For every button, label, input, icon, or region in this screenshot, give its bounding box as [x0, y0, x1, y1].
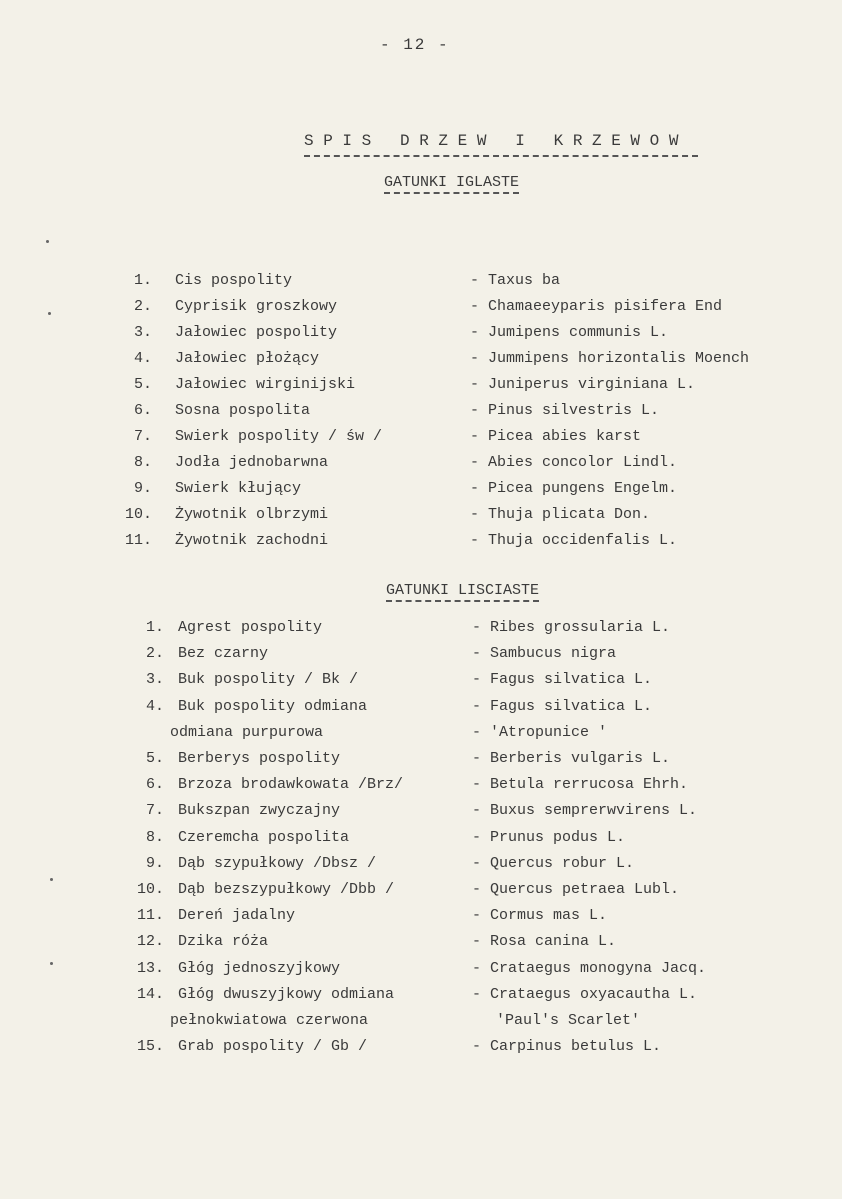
- latin-name: - Fagus silvatica L.: [472, 697, 653, 715]
- item-number: 13.: [136, 959, 164, 977]
- list-item: [0, 480, 842, 502]
- polish-name: Agrest pospolity: [178, 619, 323, 636]
- item-number: 9.: [133, 480, 152, 497]
- polish-name: Jodła jednobarwna: [175, 454, 329, 471]
- latin-name: 'Paul's Scarlet': [496, 1012, 641, 1029]
- list-item: [0, 532, 842, 554]
- list-item: [0, 298, 842, 320]
- list-item: [0, 376, 842, 398]
- list-item: [0, 619, 842, 641]
- polish-name: Buk pospolity odmiana: [178, 697, 368, 715]
- polish-name: Cyprisik groszkowy: [175, 298, 338, 315]
- list-item: [0, 750, 842, 772]
- polish-name: Żywotnik zachodni: [175, 532, 329, 549]
- list-item: [0, 698, 842, 720]
- item-number: 4.: [145, 697, 164, 715]
- list-item: [0, 272, 842, 294]
- latin-name: - Chamaeeyparis pisifera End: [470, 298, 723, 315]
- latin-name: - Quercus petraea Lubl.: [472, 881, 680, 898]
- list-item: [0, 350, 842, 372]
- latin-name: - Berberis vulgaris L.: [472, 750, 671, 767]
- latin-name: - Crataegus oxyacautha L.: [472, 985, 698, 1003]
- latin-name: - Rosa canina L.: [472, 933, 617, 951]
- polish-name: Brzoza brodawkowata /Brz/: [178, 776, 404, 794]
- list-item: [0, 402, 842, 424]
- latin-name: - Sambucus nigra: [472, 645, 617, 663]
- page-number: - 12 -: [380, 36, 450, 54]
- item-number: 1.: [145, 619, 164, 636]
- list-item: [0, 506, 842, 528]
- polish-name: Dąb szypułkowy /Dbsz /: [178, 854, 377, 872]
- list-item: [0, 1012, 842, 1034]
- latin-name: - Picea abies karst: [470, 428, 642, 445]
- latin-name: - Pinus silvestris L.: [470, 402, 660, 419]
- polish-name: Buk pospolity / Bk /: [178, 671, 359, 689]
- list-item: [0, 802, 842, 824]
- margin-mark: [48, 312, 51, 315]
- margin-mark: [50, 962, 53, 965]
- latin-name: - Crataegus monogyna Jacq.: [472, 959, 707, 977]
- polish-name: Swierk pospolity / św /: [175, 428, 383, 445]
- item-number: 5.: [133, 376, 152, 393]
- item-number: 14.: [136, 985, 164, 1003]
- item-number: 10.: [124, 506, 152, 523]
- latin-name: - Carpinus betulus L.: [472, 1038, 662, 1056]
- polish-name: Czeremcha pospolita: [178, 828, 350, 846]
- polish-name: Głóg dwuszyjkowy odmiana: [178, 985, 395, 1003]
- list-item: [0, 855, 842, 877]
- margin-mark: [50, 878, 53, 881]
- latin-name: - Buxus semprerwvirens L.: [472, 802, 698, 820]
- list-item: [0, 907, 842, 929]
- list-item: [0, 776, 842, 798]
- item-number: 2.: [145, 645, 164, 663]
- polish-name: odmiana purpurowa: [170, 723, 324, 741]
- latin-name: - Prunus podus L.: [472, 828, 626, 846]
- title-underline: [304, 155, 698, 157]
- item-number: 10.: [136, 881, 164, 898]
- list-item: [0, 671, 842, 693]
- list-item: [0, 881, 842, 903]
- latin-name: - Thuja occidenfalis L.: [470, 532, 678, 549]
- latin-name: - Jumipens communis L.: [470, 324, 669, 341]
- item-number: 11.: [124, 532, 152, 549]
- polish-name: Berberys pospolity: [178, 750, 341, 767]
- latin-name: - Picea pungens Engelm.: [470, 480, 678, 497]
- latin-name: - Jummipens horizontalis Moench: [470, 350, 750, 367]
- item-number: 6.: [133, 402, 152, 419]
- item-number: 12.: [136, 933, 164, 951]
- item-number: 3.: [133, 324, 152, 341]
- polish-name: Jałowiec płożący: [175, 350, 320, 367]
- list-item: [0, 960, 842, 982]
- latin-name: - Quercus robur L.: [472, 854, 635, 872]
- list-item: [0, 454, 842, 476]
- polish-name: Jałowiec wirginijski: [175, 376, 356, 393]
- item-number: 1.: [133, 272, 152, 289]
- latin-name: - Abies concolor Lindl.: [470, 454, 678, 471]
- latin-name: - Taxus ba: [470, 272, 561, 289]
- polish-name: Głóg jednoszyjkowy: [178, 959, 341, 977]
- list-item: [0, 724, 842, 746]
- section-heading-deciduous: GATUNKI LISCIASTE: [386, 582, 539, 602]
- item-number: 11.: [136, 907, 164, 925]
- item-number: 15.: [136, 1038, 164, 1056]
- latin-name: - Cormus mas L.: [472, 907, 608, 925]
- latin-name: - Ribes grossularia L.: [472, 619, 671, 636]
- item-number: 9.: [145, 854, 164, 872]
- polish-name: Cis pospolity: [175, 272, 293, 289]
- latin-name: - Fagus silvatica L.: [472, 671, 653, 689]
- polish-name: Dąb bezszypułkowy /Dbb /: [178, 881, 395, 898]
- item-number: 3.: [145, 671, 164, 689]
- polish-name: Sosna pospolita: [175, 402, 311, 419]
- item-number: 6.: [145, 776, 164, 794]
- item-number: 2.: [133, 298, 152, 315]
- list-item: [0, 428, 842, 450]
- polish-name: Bez czarny: [178, 645, 269, 663]
- list-item: [0, 933, 842, 955]
- polish-name: Dzika róża: [178, 933, 269, 951]
- polish-name: Żywotnik olbrzymi: [175, 506, 329, 523]
- list-item: [0, 324, 842, 346]
- section-heading-coniferous: GATUNKI IGLASTE: [384, 174, 519, 194]
- polish-name: Dereń jadalny: [178, 907, 296, 925]
- polish-name: Jałowiec pospolity: [175, 324, 338, 341]
- latin-name: - Betula rerrucosa Ehrh.: [472, 776, 689, 794]
- latin-name: - 'Atropunice ': [472, 723, 608, 741]
- item-number: 7.: [133, 428, 152, 445]
- list-item: [0, 829, 842, 851]
- polish-name: Grab pospolity / Gb /: [178, 1038, 368, 1056]
- list-item: [0, 1038, 842, 1060]
- polish-name: pełnokwiatowa czerwona: [170, 1012, 369, 1029]
- item-number: 8.: [145, 828, 164, 846]
- margin-mark: [46, 240, 49, 243]
- latin-name: - Thuja plicata Don.: [470, 506, 651, 523]
- item-number: 4.: [133, 350, 152, 367]
- list-item: [0, 986, 842, 1008]
- item-number: 5.: [145, 750, 164, 767]
- polish-name: Bukszpan zwyczajny: [178, 802, 341, 820]
- polish-name: Swierk kłujący: [175, 480, 302, 497]
- item-number: 8.: [133, 454, 152, 471]
- list-item: [0, 645, 842, 667]
- item-number: 7.: [145, 802, 164, 820]
- latin-name: - Juniperus virginiana L.: [470, 376, 696, 393]
- page-title: SPIS DRZEW I KRZEWOW: [304, 132, 689, 150]
